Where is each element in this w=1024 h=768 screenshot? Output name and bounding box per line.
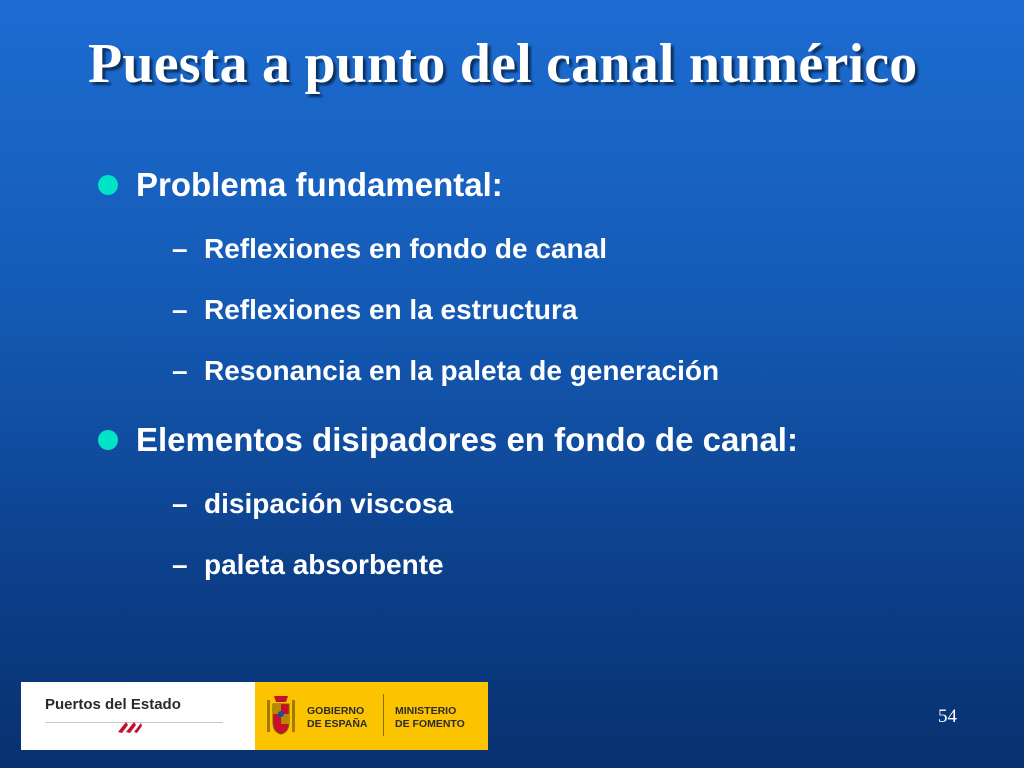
gobierno-line: GOBIERNO xyxy=(307,705,365,717)
dash-marker: – xyxy=(172,355,188,386)
slide-number: 54 xyxy=(938,706,957,727)
sub-item-text: paleta absorbente xyxy=(204,549,444,580)
bullet-dot-icon xyxy=(98,430,118,450)
dash-marker: – xyxy=(172,294,188,325)
bullet-dot-icon xyxy=(98,175,118,195)
ministerio-line: DE FOMENTO xyxy=(395,718,465,730)
dash-marker: – xyxy=(172,549,188,580)
ministerio-line: MINISTERIO xyxy=(395,705,457,717)
puertos-del-estado-logo xyxy=(21,682,255,750)
sub-item xyxy=(172,233,607,265)
bullet-text: Elementos disipadores en fondo de canal: xyxy=(136,421,798,458)
gobierno-text xyxy=(307,705,367,731)
logo-divider xyxy=(383,694,384,736)
sub-item xyxy=(172,488,453,520)
sub-item-text: Reflexiones en fondo de canal xyxy=(204,233,607,264)
sub-item-text: Reflexiones en la estructura xyxy=(204,294,578,325)
slide-title: Puesta a punto del canal numérico xyxy=(88,33,918,95)
dash-marker: – xyxy=(172,488,188,519)
gobierno-ministerio-logo xyxy=(255,682,488,750)
bullet-item-problema xyxy=(98,166,503,204)
ministerio-text xyxy=(395,705,465,731)
bullet-text: Problema fundamental: xyxy=(136,166,503,203)
puertos-wave-icon xyxy=(117,719,143,735)
puertos-logo-text: Puertos del Estado xyxy=(45,696,181,713)
sub-item xyxy=(172,549,444,581)
sub-item-text: Resonancia en la paleta de generación xyxy=(204,355,720,386)
sub-item xyxy=(172,355,719,387)
footer-logos xyxy=(21,682,488,750)
dash-marker: – xyxy=(172,233,188,264)
sub-item-text: disipación viscosa xyxy=(204,488,453,519)
bullet-item-elementos xyxy=(98,421,798,459)
sub-item xyxy=(172,294,577,326)
gobierno-line: DE ESPAÑA xyxy=(307,718,368,730)
spain-coat-of-arms-icon xyxy=(265,692,297,740)
